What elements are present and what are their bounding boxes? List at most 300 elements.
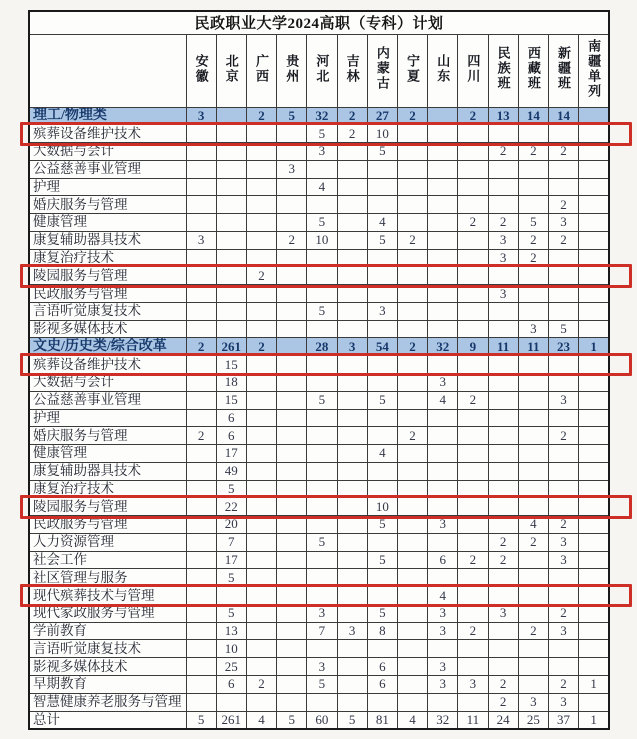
cell: 32 (428, 338, 458, 356)
cell: 81 (367, 711, 397, 729)
cell (216, 587, 246, 605)
row-label: 大数据与会计 (29, 143, 186, 161)
major-row (29, 143, 609, 161)
cell (277, 391, 307, 409)
cell (367, 267, 397, 285)
column-header-3 (246, 34, 276, 107)
cell (246, 391, 276, 409)
cell (518, 373, 548, 391)
cell (458, 462, 488, 480)
cell: 2 (246, 338, 276, 356)
cell (397, 551, 427, 569)
cell (246, 551, 276, 569)
cell (579, 267, 609, 285)
cell (579, 125, 609, 143)
cell (428, 196, 458, 214)
cell (337, 196, 367, 214)
cell: 15 (216, 391, 246, 409)
major-row (29, 160, 609, 178)
row-label: 智慧健康养老服务与管理 (29, 693, 186, 711)
cell: 4 (307, 178, 337, 196)
cell (428, 640, 458, 658)
cell (458, 320, 488, 338)
row-label: 早期教育 (29, 676, 186, 694)
cell (337, 214, 367, 232)
cell: 3 (488, 249, 518, 267)
cell: 5 (367, 551, 397, 569)
cell (367, 409, 397, 427)
cell: 5 (307, 533, 337, 551)
cell: 3 (488, 604, 518, 622)
cell (548, 267, 578, 285)
cell (428, 409, 458, 427)
cell (367, 480, 397, 498)
row-label: 社会工作 (29, 551, 186, 569)
cell (518, 640, 548, 658)
cell (428, 125, 458, 143)
row-label: 言语听觉康复技术 (29, 302, 186, 320)
cell (518, 356, 548, 374)
cell (397, 302, 427, 320)
cell (246, 462, 276, 480)
cell: 13 (216, 622, 246, 640)
cell (186, 533, 216, 551)
cell (488, 409, 518, 427)
cell (488, 498, 518, 516)
cell: 5 (307, 214, 337, 232)
cell (337, 516, 367, 534)
cell: 28 (307, 338, 337, 356)
cell (518, 160, 548, 178)
cell (579, 373, 609, 391)
cell (307, 516, 337, 534)
cell (307, 285, 337, 303)
cell (367, 249, 397, 267)
cell (428, 498, 458, 516)
cell: 3 (428, 516, 458, 534)
cell: 3 (428, 373, 458, 391)
column-header-14 (579, 34, 609, 107)
cell (518, 391, 548, 409)
cell (337, 267, 367, 285)
cell (277, 196, 307, 214)
cell (246, 143, 276, 161)
major-row (29, 214, 609, 232)
cell (548, 462, 578, 480)
column-header-11 (488, 34, 518, 107)
cell (337, 480, 367, 498)
cell (337, 604, 367, 622)
cell: 2 (337, 125, 367, 143)
cell (186, 480, 216, 498)
column-header-7 (367, 34, 397, 107)
cell (458, 604, 488, 622)
cell (307, 356, 337, 374)
cell (428, 445, 458, 463)
cell (397, 658, 427, 676)
cell (186, 196, 216, 214)
cell (518, 285, 548, 303)
cell (246, 622, 276, 640)
cell: 6 (216, 427, 246, 445)
cell (428, 143, 458, 161)
row-label: 殡葬设备维护技术 (29, 125, 186, 143)
cell: 3 (337, 338, 367, 356)
cell (337, 676, 367, 694)
cell (579, 178, 609, 196)
cell (488, 480, 518, 498)
column-header-13 (548, 34, 578, 107)
cell (518, 196, 548, 214)
cell (246, 231, 276, 249)
cell: 2 (488, 214, 518, 232)
major-row (29, 569, 609, 587)
major-row (29, 427, 609, 445)
cell: 17 (216, 551, 246, 569)
cell: 32 (428, 711, 458, 729)
cell: 3 (367, 302, 397, 320)
cell: 5 (367, 604, 397, 622)
cell (518, 480, 548, 498)
column-header-text: 贵州 (284, 53, 300, 84)
cell: 5 (367, 143, 397, 161)
cell: 4 (367, 214, 397, 232)
cell: 2 (246, 676, 276, 694)
column-header-12 (518, 34, 548, 107)
cell: 14 (518, 107, 548, 125)
cell (307, 551, 337, 569)
cell (337, 587, 367, 605)
cell (246, 640, 276, 658)
cell (579, 356, 609, 374)
cell (186, 143, 216, 161)
cell (337, 427, 367, 445)
cell (307, 427, 337, 445)
row-label: 民政服务与管理 (29, 285, 186, 303)
cell (277, 480, 307, 498)
cell (579, 391, 609, 409)
cell (548, 587, 578, 605)
cell (216, 160, 246, 178)
cell: 5 (277, 711, 307, 729)
cell: 2 (488, 143, 518, 161)
row-label: 护理 (29, 178, 186, 196)
cell (277, 143, 307, 161)
cell (367, 160, 397, 178)
cell: 2 (548, 427, 578, 445)
cell (186, 178, 216, 196)
cell: 5 (307, 676, 337, 694)
column-header-text: 吉林 (344, 53, 360, 84)
cell (337, 302, 367, 320)
cell (337, 391, 367, 409)
cell (216, 302, 246, 320)
cell (397, 214, 427, 232)
cell (246, 302, 276, 320)
cell (397, 587, 427, 605)
cell (186, 569, 216, 587)
major-row (29, 622, 609, 640)
cell (397, 409, 427, 427)
major-row (29, 480, 609, 498)
cell (428, 267, 458, 285)
row-label: 总计 (29, 711, 186, 729)
cell (579, 445, 609, 463)
major-column-corner-cell (29, 34, 186, 107)
cell: 5 (337, 711, 367, 729)
cell: 5 (216, 569, 246, 587)
cell (367, 569, 397, 587)
cell (277, 409, 307, 427)
cell: 2 (458, 622, 488, 640)
cell: 2 (518, 533, 548, 551)
cell: 6 (367, 658, 397, 676)
cell (548, 125, 578, 143)
column-header-8 (397, 34, 427, 107)
cell (397, 676, 427, 694)
row-label: 健康管理 (29, 214, 186, 232)
cell (458, 356, 488, 374)
cell (579, 462, 609, 480)
cell (428, 356, 458, 374)
cell (186, 445, 216, 463)
cell (458, 125, 488, 143)
cell: 20 (216, 516, 246, 534)
cell (579, 640, 609, 658)
cell (337, 285, 367, 303)
column-header-row (29, 34, 609, 107)
cell: 27 (367, 107, 397, 125)
major-row (29, 391, 609, 409)
cell (458, 178, 488, 196)
major-row (29, 196, 609, 214)
cell (579, 249, 609, 267)
cell (428, 462, 458, 480)
cell (246, 356, 276, 374)
cell (518, 658, 548, 676)
cell: 4 (428, 391, 458, 409)
cell (518, 445, 548, 463)
cell: 2 (518, 622, 548, 640)
major-row (29, 445, 609, 463)
cell: 2 (246, 107, 276, 125)
cell: 5 (307, 302, 337, 320)
cell (397, 391, 427, 409)
cell (277, 338, 307, 356)
major-row (29, 409, 609, 427)
cell (186, 302, 216, 320)
cell: 15 (216, 356, 246, 374)
column-header-6 (337, 34, 367, 107)
row-label: 陵园服务与管理 (29, 267, 186, 285)
cell (428, 160, 458, 178)
cell: 3 (186, 231, 216, 249)
cell (488, 462, 518, 480)
cell (458, 516, 488, 534)
cell: 3 (307, 143, 337, 161)
cell (186, 551, 216, 569)
row-label: 陵园服务与管理 (29, 498, 186, 516)
row-label: 大数据与会计 (29, 373, 186, 391)
cell (277, 622, 307, 640)
cell (458, 498, 488, 516)
column-header-text: 四川 (465, 53, 481, 84)
cell (186, 267, 216, 285)
cell: 3 (548, 693, 578, 711)
cell (337, 569, 367, 587)
cell: 5 (367, 231, 397, 249)
row-label: 康复治疗技术 (29, 249, 186, 267)
row-label: 言语听觉康复技术 (29, 640, 186, 658)
cell: 11 (458, 711, 488, 729)
cell (397, 125, 427, 143)
cell (458, 533, 488, 551)
cell (367, 462, 397, 480)
cell (397, 178, 427, 196)
cell: 3 (337, 622, 367, 640)
cell (488, 267, 518, 285)
cell (518, 267, 548, 285)
cell (277, 373, 307, 391)
cell (518, 409, 548, 427)
row-label: 康复辅助器具技术 (29, 462, 186, 480)
major-row (29, 125, 609, 143)
cell (518, 569, 548, 587)
cell (397, 285, 427, 303)
cell (277, 267, 307, 285)
row-label: 护理 (29, 409, 186, 427)
column-header-text: 新疆班 (556, 46, 572, 91)
cell (246, 516, 276, 534)
cell: 2 (488, 551, 518, 569)
cell (186, 125, 216, 143)
major-row (29, 587, 609, 605)
column-header-text: 北京 (223, 53, 239, 84)
column-header-text: 山东 (435, 53, 451, 84)
cell: 3 (518, 693, 548, 711)
cell (277, 285, 307, 303)
cell (367, 693, 397, 711)
cell (518, 462, 548, 480)
cell (307, 569, 337, 587)
cell (397, 143, 427, 161)
cell: 8 (367, 622, 397, 640)
cell (277, 249, 307, 267)
cell (277, 676, 307, 694)
cell (186, 498, 216, 516)
cell (397, 480, 427, 498)
cell (579, 107, 609, 125)
cell: 22 (216, 498, 246, 516)
cell (277, 640, 307, 658)
cell (488, 373, 518, 391)
cell (337, 160, 367, 178)
cell (579, 143, 609, 161)
cell: 5 (186, 711, 216, 729)
cell: 261 (216, 338, 246, 356)
cell (579, 622, 609, 640)
cell: 25 (216, 658, 246, 676)
cell (367, 196, 397, 214)
cell (548, 178, 578, 196)
cell (458, 285, 488, 303)
cell (337, 640, 367, 658)
cell (579, 214, 609, 232)
cell (216, 231, 246, 249)
cell (277, 178, 307, 196)
cell: 2 (458, 391, 488, 409)
cell (186, 320, 216, 338)
cell (397, 640, 427, 658)
major-row (29, 658, 609, 676)
cell: 2 (518, 143, 548, 161)
cell: 54 (367, 338, 397, 356)
cell (277, 604, 307, 622)
cell (367, 427, 397, 445)
cell (458, 640, 488, 658)
cell (579, 285, 609, 303)
cell (186, 693, 216, 711)
row-label: 健康管理 (29, 445, 186, 463)
cell (246, 533, 276, 551)
major-row (29, 516, 609, 534)
cell (337, 462, 367, 480)
cell (307, 640, 337, 658)
cell (428, 249, 458, 267)
cell (579, 587, 609, 605)
cell: 261 (216, 711, 246, 729)
cell (579, 533, 609, 551)
cell: 2 (488, 676, 518, 694)
cell: 4 (397, 711, 427, 729)
cell (397, 356, 427, 374)
cell: 32 (307, 107, 337, 125)
cell (246, 604, 276, 622)
cell (518, 604, 548, 622)
cell (548, 285, 578, 303)
cell (277, 445, 307, 463)
cell (186, 391, 216, 409)
cell (488, 445, 518, 463)
section-header-row (29, 338, 609, 356)
cell (548, 480, 578, 498)
cell (246, 196, 276, 214)
cell (458, 231, 488, 249)
cell (307, 196, 337, 214)
cell (307, 160, 337, 178)
cell: 6 (428, 551, 458, 569)
cell (246, 249, 276, 267)
cell: 2 (548, 143, 578, 161)
row-label: 民政服务与管理 (29, 516, 186, 534)
cell: 4 (246, 711, 276, 729)
cell (246, 427, 276, 445)
cell (458, 249, 488, 267)
cell: 2 (186, 338, 216, 356)
cell (548, 302, 578, 320)
cell: 10 (216, 640, 246, 658)
cell (518, 587, 548, 605)
cell (216, 249, 246, 267)
cell (518, 551, 548, 569)
cell (518, 302, 548, 320)
column-header-text: 民族班 (495, 46, 511, 91)
cell (216, 320, 246, 338)
cell (186, 640, 216, 658)
cell (488, 587, 518, 605)
cell (246, 178, 276, 196)
cell (397, 533, 427, 551)
